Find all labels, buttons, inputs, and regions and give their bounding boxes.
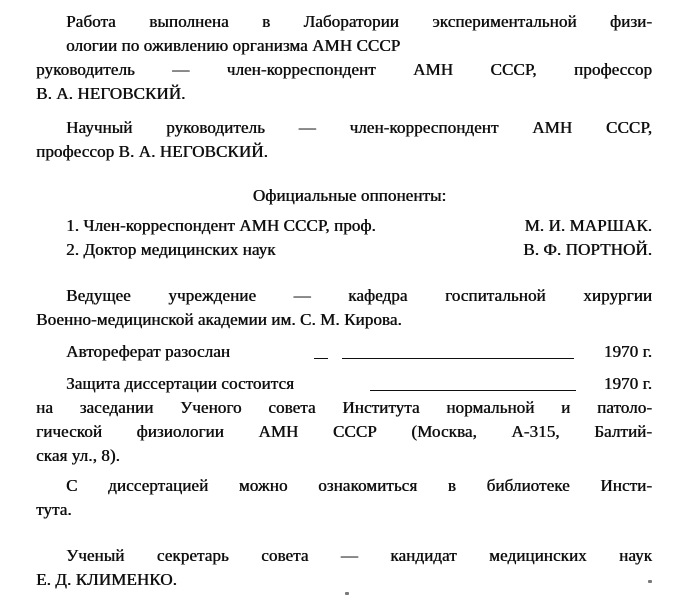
opponent-2 (66, 240, 652, 260)
secretary-line-2: Е. Д. КЛИМЕНКО. (36, 570, 177, 589)
mailed-blank-short (314, 346, 328, 359)
library-line-2: тута. (36, 500, 72, 519)
p1-line-3: руководитель — член-корреспондент АМН СССР, профессор (36, 60, 652, 79)
mailed-line (66, 342, 652, 362)
lead-institution-line-1: Ведущее учреждение — кафедра госпитальной хирургии (66, 286, 652, 305)
defense-line-4: ская ул., 8). (36, 446, 120, 465)
mailed-label: Автореферат разослан (66, 342, 230, 361)
opponent-1 (66, 216, 652, 236)
defense-line-2: на заседании Ученого совета Института нормальной и патоло- (36, 398, 652, 417)
library-line-1: С диссертацией можно ознакомиться в библиотеке Инсти- (66, 476, 652, 495)
opponent-1-role: 1. Член-корреспондент АМН СССР, проф. (66, 216, 376, 235)
opponent-1-name: М. И. МАРШАК. (524, 216, 652, 235)
defense-line-1 (66, 374, 652, 394)
lead-institution-line-2: Военно-медицинской академии им. С. М. Кирова. (36, 310, 402, 329)
p1-line-2: ологии по оживлению организма АМН СССР (66, 36, 401, 55)
opponent-2-name: В. Ф. ПОРТНОЙ. (523, 240, 652, 259)
defense-blank (370, 378, 576, 391)
secretary-line-1: Ученый секретарь совета — кандидат медицинских наук (66, 546, 652, 565)
defense-line-3: гической физиологии АМН СССР (Москва, А-315, Балтий- (36, 422, 652, 441)
p2-line-2: профессор В. А. НЕГОВСКИЙ. (36, 142, 268, 161)
scan-speck (345, 592, 349, 595)
scan-speck (648, 580, 652, 583)
p1-line-4: В. А. НЕГОВСКИЙ. (36, 84, 186, 103)
p1-line-1: Работа выполнена в Лаборатории экспериментальной физи- (66, 12, 652, 31)
mailed-blank (342, 346, 574, 359)
opponent-2-role: 2. Доктор медицинских наук (66, 240, 276, 259)
p2-line-1: Научный руководитель — член-корреспондент АМН СССР, (66, 118, 652, 137)
defense-year: 1970 г. (603, 374, 652, 393)
mailed-year: 1970 г. (603, 342, 652, 361)
opponents-heading: Официальные оппоненты: (252, 186, 447, 205)
defense-label: Защита диссертации состоится (66, 374, 294, 393)
